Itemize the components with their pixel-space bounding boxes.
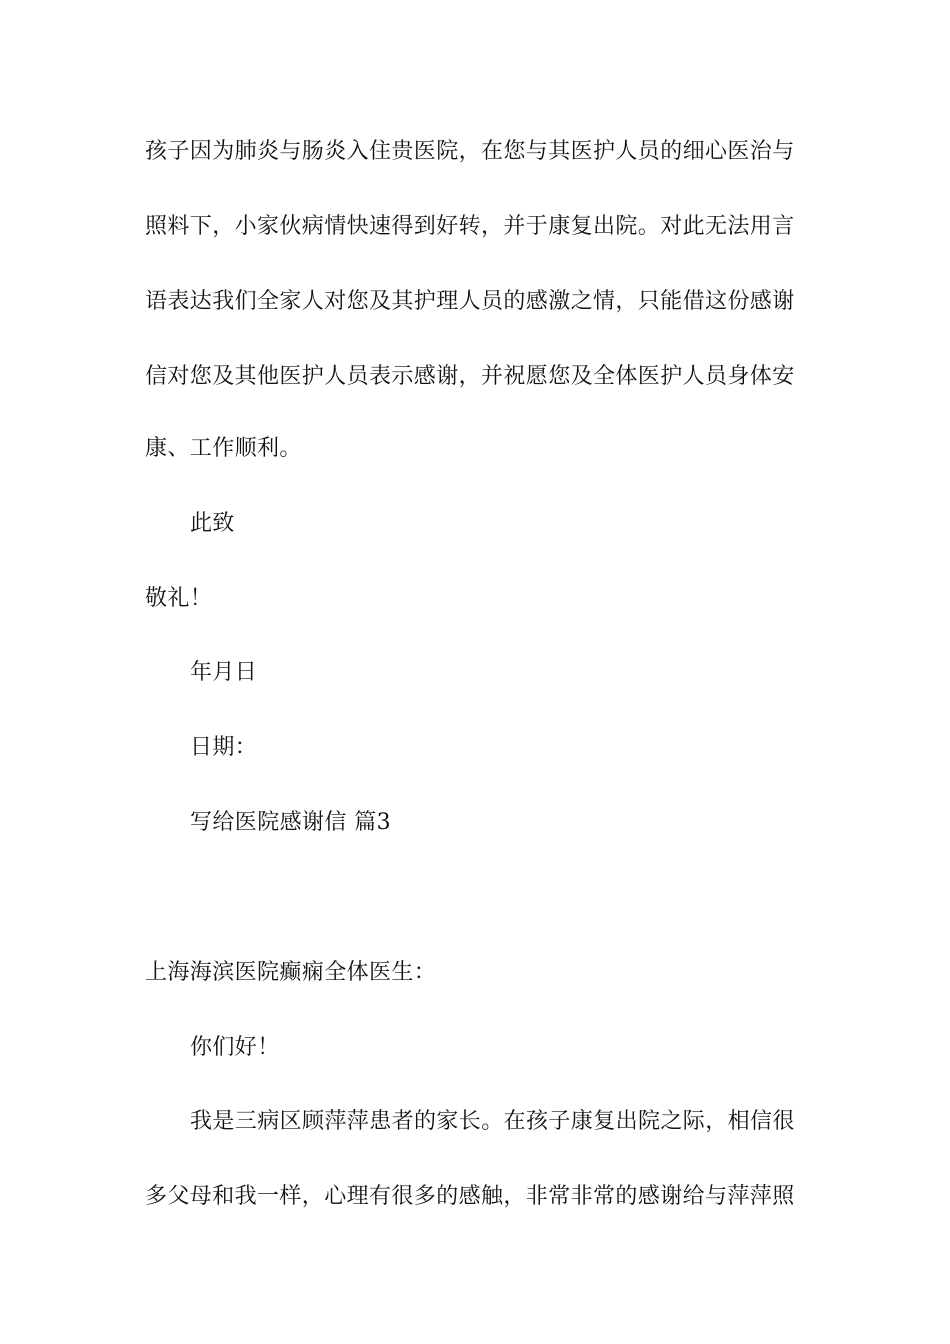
greeting: 你们好！ bbox=[190, 1035, 280, 1060]
closing-phrase: 此致 bbox=[190, 511, 235, 536]
closing-salute: 敬礼！ bbox=[145, 586, 213, 611]
body-text-line: 孩子因为肺炎与肠炎入住贵医院，在您与其医护人员的细心医治与 bbox=[145, 139, 795, 164]
body-text-line: 多父母和我一样，心理有很多的感触，非常非常的感谢给与萍萍照 bbox=[145, 1184, 795, 1209]
date-line: 年月日 bbox=[190, 660, 258, 685]
body-text-line: 语表达我们全家人对您及其护理人员的感激之情，只能借这份感谢 bbox=[145, 289, 795, 314]
body-text-line: 照料下，小家伙病情快速得到好转，并于康复出院。对此无法用言 bbox=[145, 214, 795, 239]
body-text-line: 康、工作顺利。 bbox=[145, 436, 302, 461]
section-title: 写给医院感谢信 篇3 bbox=[190, 810, 391, 835]
body-text-line: 信对您及其他医护人员表示感谢，并祝愿您及全体医护人员身体安 bbox=[145, 364, 795, 389]
salutation: 上海海滨医院癫痫全体医生： bbox=[145, 960, 437, 985]
body-text-line: 我是三病区顾萍萍患者的家长。在孩子康复出院之际，相信很 bbox=[190, 1109, 795, 1134]
date-label: 日期： bbox=[190, 735, 258, 760]
